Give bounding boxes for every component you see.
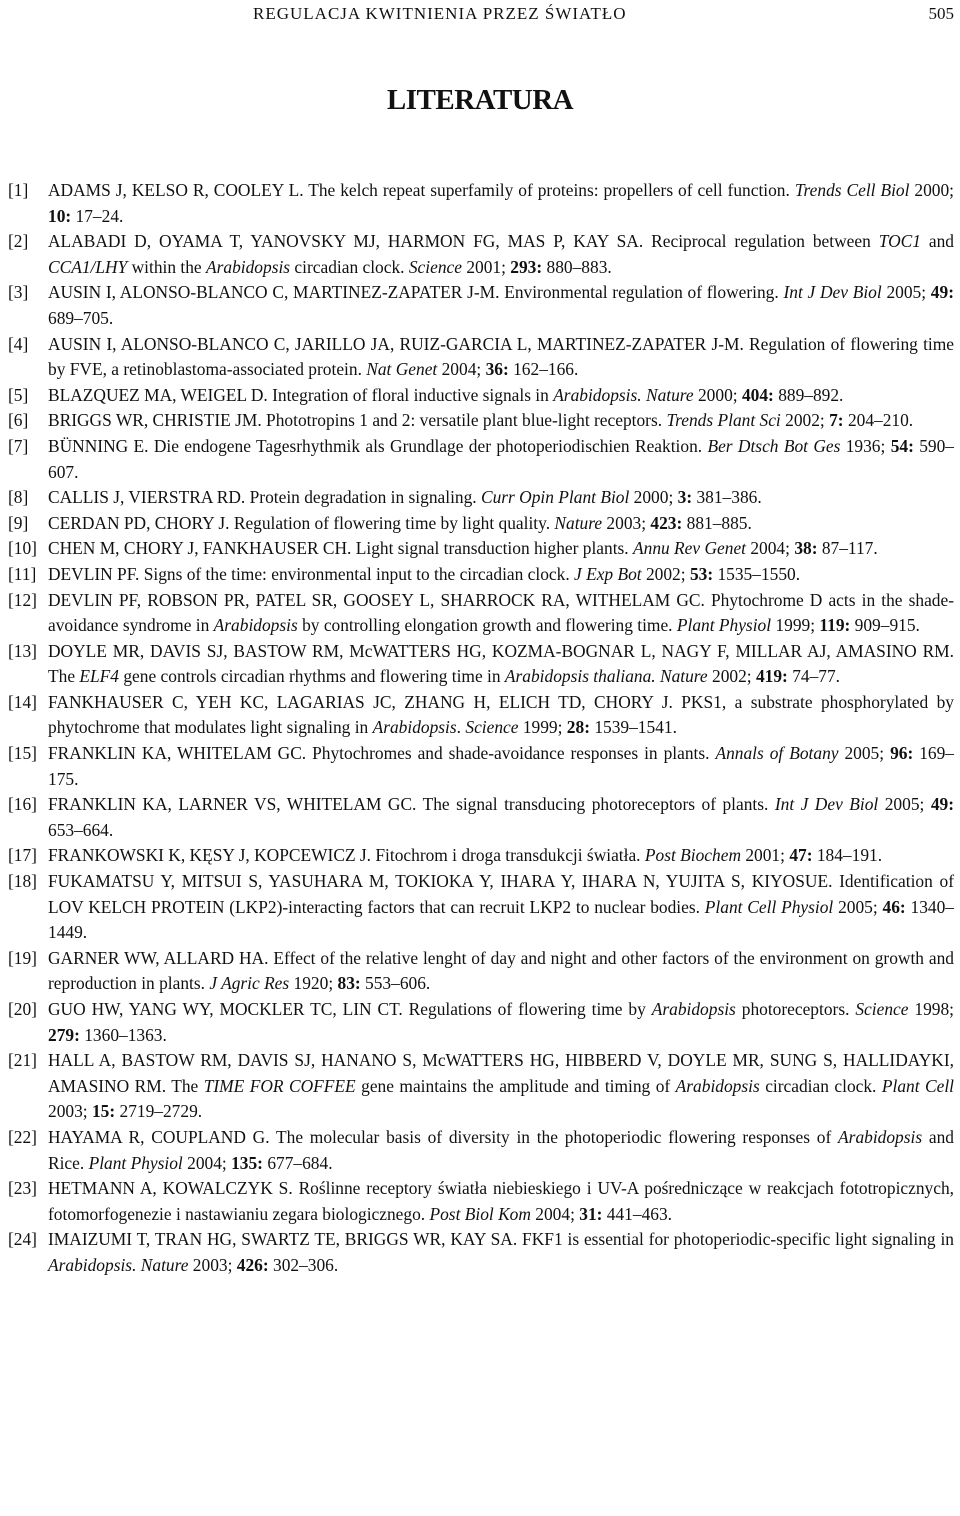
italic-segment: Nature xyxy=(140,1254,189,1275)
reference-number: [18] xyxy=(8,871,37,892)
volume-number: 38: xyxy=(794,538,818,559)
italic-segment: Annu Rev Genet xyxy=(633,538,746,559)
reference-text xyxy=(48,538,878,558)
italic-segment: Post Biochem xyxy=(644,845,741,866)
text-segment: AUSIN I, ALONSO-BLANCO C, JARILLO JA, RUIZ-GARCIA L, MARTINEZ-ZAPATER J-M. Regulation of flowering time by FVE, a retinoblastoma-associated protein. xyxy=(48,333,954,380)
italic-segment: Arabidopsis xyxy=(372,717,457,738)
text-segment: gene maintains the amplitude and timing of xyxy=(355,1075,676,1096)
volume-number: 47: xyxy=(789,845,813,866)
text-segment: 2004; xyxy=(746,538,795,559)
italic-segment: Int J Dev Biol xyxy=(783,282,882,303)
text-segment: 17–24. xyxy=(71,205,124,226)
reference-text xyxy=(48,436,954,482)
reference-number: [2] xyxy=(8,231,29,252)
italic-segment: Arabidopsis. xyxy=(48,1254,137,1275)
text-segment: 2000; xyxy=(909,180,955,200)
reference-number: [16] xyxy=(8,794,37,815)
italic-segment: Int J Dev Biol xyxy=(774,794,879,815)
text-segment: 302–306. xyxy=(268,1254,339,1275)
reference-number: [12] xyxy=(8,589,37,610)
text-segment: 2004; xyxy=(437,359,486,380)
italic-segment: Arabidopsis xyxy=(675,1075,760,1096)
reference-item xyxy=(8,588,954,639)
text-segment: and Rice. xyxy=(48,1126,954,1173)
italic-segment: Arabidopsis xyxy=(651,999,736,1019)
italic-segment: Arabidopsis thaliana. xyxy=(504,666,656,687)
reference-number: [1] xyxy=(8,180,29,200)
reference-item xyxy=(8,434,954,485)
text-segment: DOYLE MR, DAVIS SJ, BASTOW RM, McWATTERS HG, KOZMA-BOGNAR L, NAGY F, MILLAR AJ, AMASINO RM. The xyxy=(48,640,954,687)
text-segment: BLAZQUEZ MA, WEIGEL D. Integration of floral inductive signals in xyxy=(48,384,554,405)
text-segment: 653–664. xyxy=(48,819,114,840)
italic-segment: Nat Genet xyxy=(366,359,438,380)
reference-item xyxy=(8,511,954,537)
text-segment: FRANKLIN KA, LARNER VS, WHITELAM GC. The signal transducing photoreceptors of plants. xyxy=(48,794,775,815)
text-segment: FRANKLIN KA, WHITELAM GC. Phytochromes and shade-avoidance responses in plants. xyxy=(48,743,716,764)
volume-number: 31: xyxy=(579,1203,603,1224)
volume-number: 46: xyxy=(882,896,906,917)
text-segment: HALL A, BASTOW RM, DAVIS SJ, HANANO S, McWATTERS HG, HIBBERD V, DOYLE MR, SUNG S, HALLIDAYKI, AMASINO RM. The xyxy=(48,1050,954,1096)
reference-text xyxy=(48,590,954,636)
section-title: LITERATURA xyxy=(386,84,574,116)
italic-segment: ELF4 xyxy=(79,666,120,687)
text-segment: gene controls circadian rhythms and flowering time in xyxy=(119,666,505,687)
text-segment: 2002; xyxy=(641,563,690,584)
text-segment: 2005; xyxy=(878,794,931,815)
reference-number: [13] xyxy=(8,640,37,661)
reference-item xyxy=(8,741,954,792)
text-segment: within the xyxy=(127,256,206,277)
volume-number: 49: xyxy=(930,794,955,815)
text-segment: FRANKOWSKI K, KĘSY J, KOPCEWICZ J. Fitochrom i droga transdukcji światła. xyxy=(48,845,645,866)
reference-item xyxy=(8,946,954,997)
italic-segment: Arabidopsis. xyxy=(553,384,642,405)
text-segment: 169–175. xyxy=(48,743,955,789)
italic-segment: Plant Cell Physiol xyxy=(704,896,834,917)
text-segment: . xyxy=(456,717,466,738)
italic-segment: TOC1 xyxy=(878,231,921,252)
text-segment: 204–210. xyxy=(843,410,914,431)
reference-text xyxy=(48,564,800,584)
text-segment: 1340–1449. xyxy=(48,896,954,943)
volume-number: 279: xyxy=(48,1024,80,1045)
reference-number: [17] xyxy=(8,845,37,866)
text-segment: 2000; xyxy=(629,487,678,508)
volume-number: 15: xyxy=(91,1101,116,1122)
text-segment: by controlling elongation growth and flowering time. xyxy=(297,615,677,636)
reference-text xyxy=(48,948,954,994)
italic-segment: Arabidopsis xyxy=(838,1126,923,1147)
italic-segment: Curr Opin Plant Biol xyxy=(480,487,630,508)
page-number: 505 xyxy=(928,4,954,23)
text-segment: 74–77. xyxy=(787,666,841,687)
reference-item xyxy=(8,1048,954,1125)
reference-text xyxy=(48,794,954,840)
italic-segment: J Agric Res xyxy=(209,973,290,994)
reference-item xyxy=(8,536,954,562)
text-segment: 2000; xyxy=(693,384,742,405)
reference-text xyxy=(48,999,954,1045)
reference-item xyxy=(8,792,954,843)
reference-text xyxy=(48,385,843,405)
text-segment: 553–606. xyxy=(360,973,431,994)
italic-segment: Science xyxy=(408,256,462,277)
reference-text xyxy=(48,1050,954,1121)
text-segment: HETMANN A, KOWALCZYK S. Roślinne receptory światła niebieskiego i UV-A pośredniczące w reakcjach fototropicznych, fotomorfogenezie i nastawianiu zegara biologicznego. xyxy=(48,1178,954,1224)
italic-segment: Nature xyxy=(659,666,708,687)
reference-number: [22] xyxy=(8,1126,37,1147)
italic-segment: Trends Cell Biol xyxy=(794,180,910,200)
reference-number: [23] xyxy=(8,1178,37,1199)
italic-segment: Trends Plant Sci xyxy=(666,410,781,431)
text-segment: 909–915. xyxy=(850,615,920,636)
reference-number: [15] xyxy=(8,743,37,764)
reference-number: [6] xyxy=(8,410,29,431)
text-segment: photoreceptors. xyxy=(735,999,856,1019)
reference-text xyxy=(48,1127,954,1173)
reference-number: [21] xyxy=(8,1050,37,1071)
reference-text xyxy=(48,641,954,687)
text-segment: 162–166. xyxy=(508,359,579,380)
volume-number: 3: xyxy=(677,487,693,508)
volume-number: 423: xyxy=(650,512,683,533)
text-segment: 2005; xyxy=(833,896,883,917)
volume-number: 36: xyxy=(485,359,509,380)
text-segment: 2003; xyxy=(48,1101,92,1122)
text-segment: CALLIS J, VIERSTRA RD. Protein degradation in signaling. xyxy=(48,487,481,508)
italic-segment: Arabidopsis xyxy=(213,615,298,636)
text-segment: circadian clock. xyxy=(290,256,409,277)
reference-item xyxy=(8,562,954,588)
text-segment: 441–463. xyxy=(602,1203,672,1224)
running-header xyxy=(0,4,960,28)
reference-item xyxy=(8,1227,954,1278)
reference-number: [9] xyxy=(8,512,29,533)
text-segment: 184–191. xyxy=(812,845,883,866)
text-segment: 881–885. xyxy=(682,512,752,533)
italic-segment: TIME FOR COFFEE xyxy=(203,1075,356,1096)
reference-item xyxy=(8,997,954,1048)
reference-text xyxy=(48,180,954,226)
italic-segment: Nature xyxy=(645,384,694,405)
reference-number: [24] xyxy=(8,1229,37,1250)
text-segment: 87–117. xyxy=(817,538,878,559)
reference-item xyxy=(8,332,954,383)
reference-text xyxy=(48,487,762,507)
volume-number: 135: xyxy=(231,1152,263,1173)
reference-number: [5] xyxy=(8,384,29,405)
reference-item xyxy=(8,843,954,869)
volume-number: 426: xyxy=(236,1254,269,1275)
italic-segment: Post Biol Kom xyxy=(429,1203,531,1224)
text-segment: ALABADI D, OYAMA T, YANOVSKY MJ, HARMON FG, MAS P, KAY SA. Reciprocal regulation between xyxy=(48,231,879,252)
reference-text xyxy=(48,1178,954,1224)
text-segment: FANKHAUSER C, YEH KC, LAGARIAS JC, ZHANG H, ELICH TD, CHORY J. PKS1, a substrate phosphorylated by phytochrome that modulates light signaling in xyxy=(48,691,954,738)
volume-number: 404: xyxy=(741,384,774,405)
text-segment: CHEN M, CHORY J, FANKHAUSER CH. Light signal transduction higher plants. xyxy=(48,538,633,559)
italic-segment: Annals of Botany xyxy=(715,743,839,764)
reference-item xyxy=(8,1176,954,1227)
volume-number: 7: xyxy=(829,410,844,431)
text-segment: 677–684. xyxy=(262,1152,333,1173)
volume-number: 419: xyxy=(755,666,788,687)
text-segment: HAYAMA R, COUPLAND G. The molecular basis of diversity in the photoperiodic flowering responses of xyxy=(48,1126,839,1147)
text-segment: 1539–1541. xyxy=(589,717,677,738)
volume-number: 83: xyxy=(337,973,361,994)
text-segment: GARNER WW, ALLARD HA. Effect of the relative lenght of day and night and other factors of the environment on growth and reproduction in plants. xyxy=(48,947,954,994)
reference-text xyxy=(48,410,913,430)
text-segment: 2002; xyxy=(780,410,830,431)
italic-segment: J Exp Bot xyxy=(574,563,642,584)
italic-segment: Ber Dtsch Bot Ges xyxy=(707,435,841,456)
text-segment: 1998; xyxy=(908,999,954,1019)
reference-text xyxy=(48,845,882,865)
text-segment: 1535–1550. xyxy=(713,563,801,584)
volume-number: 119: xyxy=(819,615,851,636)
text-segment: GUO HW, YANG WY, MOCKLER TC, LIN CT. Regulations of flowering time by xyxy=(48,999,652,1019)
text-segment: 1920; xyxy=(289,973,338,994)
reference-text xyxy=(48,692,954,738)
text-segment: 2719–2729. xyxy=(115,1101,203,1122)
volume-number: 96: xyxy=(890,743,914,764)
italic-segment: Science xyxy=(465,717,519,738)
text-segment: BÜNNING E. Die endogene Tagesrhythmik als Grundlage der photoperiodischien Reaktion. xyxy=(48,435,708,456)
volume-number: 54: xyxy=(890,435,914,456)
reference-text xyxy=(48,334,954,380)
reference-number: [4] xyxy=(8,333,29,354)
reference-number: [14] xyxy=(8,691,37,712)
text-segment: CERDAN PD, CHORY J. Regulation of flowering time by light quality. xyxy=(48,512,555,533)
text-segment: 1936; xyxy=(840,435,891,456)
reference-item xyxy=(8,178,954,229)
reference-item xyxy=(8,1125,954,1176)
text-segment: 381–386. xyxy=(692,487,762,508)
reference-item xyxy=(8,383,954,409)
italic-segment: Plant Physiol xyxy=(88,1152,183,1173)
text-segment: 889–892. xyxy=(773,384,844,405)
volume-number: 53: xyxy=(689,563,714,584)
text-segment: 2003; xyxy=(602,512,651,533)
text-segment: 2003; xyxy=(188,1254,237,1275)
text-segment: FUKAMATSU Y, MITSUI S, YASUHARA M, TOKIOKA Y, IHARA Y, IHARA N, YUJITA S, KIYOSUE. Identification of LOV KELCH PROTEIN (LKP2)-interacting factors that can recruit LKP2 to nuclear bodies. xyxy=(48,871,954,917)
reference-item xyxy=(8,639,954,690)
reference-list xyxy=(8,178,954,1279)
text-segment: 1999; xyxy=(518,717,567,738)
text-segment: 2004; xyxy=(182,1152,232,1173)
reference-number: [7] xyxy=(8,435,29,456)
reference-number: [11] xyxy=(8,563,37,584)
text-segment: IMAIZUMI T, TRAN HG, SWARTZ TE, BRIGGS WR, KAY SA. FKF1 is essential for photoperiodic-specific light signaling in xyxy=(48,1229,954,1250)
text-segment: 2002; xyxy=(707,666,756,687)
volume-number: 10: xyxy=(48,205,72,226)
text-segment: BRIGGS WR, CHRISTIE JM. Phototropins 1 and 2: versatile plant blue-light receptors. xyxy=(48,410,667,431)
text-segment: 2001; xyxy=(461,256,511,277)
reference-item xyxy=(8,690,954,741)
volume-number: 28: xyxy=(566,717,590,738)
text-segment: DEVLIN PF. Signs of the time: environmental input to the circadian clock. xyxy=(48,563,575,584)
volume-number: 293: xyxy=(510,256,543,277)
text-segment: DEVLIN PF, ROBSON PR, PATEL SR, GOOSEY L, SHARROCK RA, WITHELAM GC. Phytochrome D acts in the shade-avoidance syndrome in xyxy=(48,589,954,636)
text-segment: circadian clock. xyxy=(759,1075,882,1096)
italic-segment: Plant Physiol xyxy=(676,615,772,636)
italic-segment: Arabidopsis xyxy=(206,256,291,277)
volume-number: 49: xyxy=(930,282,954,303)
reference-item xyxy=(8,869,954,946)
reference-number: [10] xyxy=(8,538,37,559)
italic-segment: CCA1/LHY xyxy=(48,256,128,277)
italic-segment: Science xyxy=(855,999,909,1019)
reference-number: [19] xyxy=(8,947,37,968)
reference-number: [20] xyxy=(8,999,37,1019)
text-segment: 880–883. xyxy=(542,256,612,277)
reference-number: [3] xyxy=(8,282,29,303)
reference-text xyxy=(48,871,954,942)
reference-text xyxy=(48,231,954,277)
text-segment: 2005; xyxy=(881,282,931,303)
text-segment: 590–607. xyxy=(48,435,954,482)
reference-item xyxy=(8,485,954,511)
text-segment: and xyxy=(920,231,954,252)
text-segment: ADAMS J, KELSO R, COOLEY L. The kelch repeat superfamily of proteins: propellers of cell function. xyxy=(48,180,795,200)
reference-text xyxy=(48,1229,954,1275)
text-segment: 1360–1363. xyxy=(79,1024,167,1045)
text-segment: 1999; xyxy=(771,615,820,636)
text-segment: AUSIN I, ALONSO-BLANCO C, MARTINEZ-ZAPATER J-M. Environmental regulation of flowering. xyxy=(48,282,784,303)
reference-number: [8] xyxy=(8,487,29,508)
text-segment: 689–705. xyxy=(48,307,114,328)
reference-item xyxy=(8,280,954,331)
text-segment: 2005; xyxy=(838,743,891,764)
reference-text xyxy=(48,282,954,328)
reference-item xyxy=(8,408,954,434)
italic-segment: Plant Cell xyxy=(881,1075,954,1096)
text-segment: 2004; xyxy=(530,1203,580,1224)
running-title: REGULACJA KWITNIENIA PRZEZ ŚWIATŁO xyxy=(253,4,627,23)
reference-text xyxy=(48,743,954,789)
italic-segment: Nature xyxy=(554,512,603,533)
text-segment: 2001; xyxy=(741,845,790,866)
reference-text xyxy=(48,513,752,533)
reference-item xyxy=(8,229,954,280)
